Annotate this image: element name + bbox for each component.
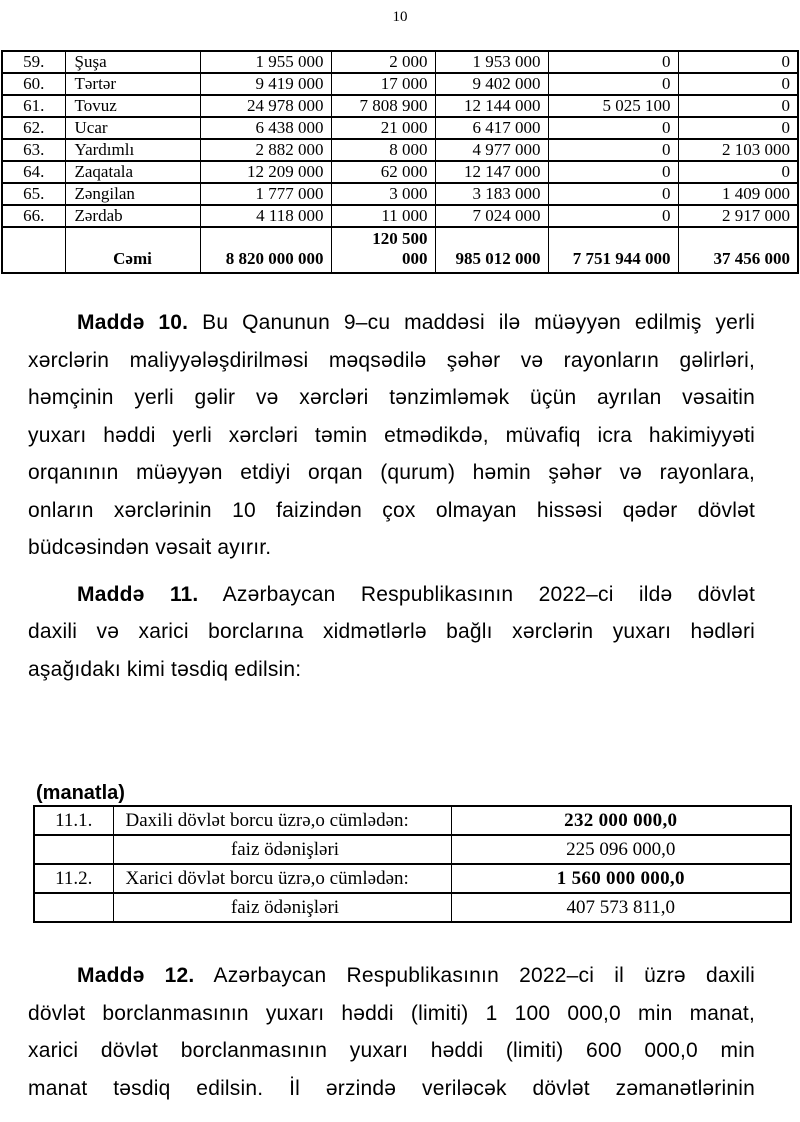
row-number-cell: 65. [2,183,65,205]
district-name-cell: Tərtər [65,73,200,95]
amount-cell: 0 [548,161,678,183]
row-number-cell: 64. [2,161,65,183]
amount-cell: 0 [548,117,678,139]
debt-table-row [34,835,791,864]
amount-cell: 12 147 000 [435,161,548,183]
amount-cell: 12 144 000 [435,95,548,117]
amount-cell: 7 024 000 [435,205,548,227]
amount-cell: 12 209 000 [200,161,331,183]
paragraph-line [28,957,755,995]
paragraph-line: aşağıdakı kimi təsdiq edilsin: [28,657,302,681]
debt-table-row [34,806,791,835]
amount-cell: 1 409 000 [678,183,798,205]
row-number-cell: 63. [2,139,65,161]
amount-cell: 2 882 000 [200,139,331,161]
debt-table-row [34,893,791,922]
district-name-cell: Ucar [65,117,200,139]
paragraph-line: dövlət borclanmasının yuxarı həddi (limiti) 1 100 000,0 min manat, [28,1001,755,1025]
table-row [2,183,798,205]
amount-cell: 5 025 100 [548,95,678,117]
district-name-cell: Zəngilan [65,183,200,205]
item-value-cell: 1 560 000 000,0 [451,864,791,893]
amount-cell: 0 [548,205,678,227]
item-number-cell [34,835,113,864]
manatla-label: (manatla) [36,782,125,804]
page-number: 10 [392,9,408,25]
item-number-cell [34,893,113,922]
paragraph-line: yuxarı həddi yerli xərcləri təmin etmədikdə, müvafiq icra hakimiyyəti [28,423,755,447]
article-10-paragraph [28,304,755,567]
article-12-label: Maddə 12. [77,964,195,987]
amount-cell: 0 [678,117,798,139]
amount-cell: 0 [548,183,678,205]
debt-table-row [34,864,791,893]
total-amount-cell [331,227,435,273]
amount-cell: 3 183 000 [435,183,548,205]
amount-cell: 4 977 000 [435,139,548,161]
row-number-cell [2,227,65,273]
article-12-paragraph [28,957,755,1107]
total-amount-line: 120 500 [372,229,428,248]
paragraph-line: həmçinin yerli gəlir və xərcləri tənzimləmək üçün ayrılan vəsaitin [28,386,755,409]
table-row [2,117,798,139]
item-number-cell: 11.2. [34,864,113,893]
amount-cell: 2 917 000 [678,205,798,227]
total-amount-cell: 985 012 000 [435,227,548,273]
row-number-cell: 60. [2,73,65,95]
paragraph-line [28,304,755,342]
amount-cell: 1 953 000 [435,51,548,73]
total-amount-cell: 8 820 000 000 [200,227,331,273]
amount-cell: 9 419 000 [200,73,331,95]
amount-cell: 1 777 000 [200,183,331,205]
amount-cell: 2 103 000 [678,139,798,161]
paragraph-line: orqanının müəyyən etdiyi orqan (qurum) həmin şəhər və rayonlara, [28,461,755,484]
table-row [2,95,798,117]
district-name-cell: Şuşa [65,51,200,73]
item-label-cell: Xarici dövlət borcu üzrə,o cümlədən: [113,864,451,893]
amount-cell: 0 [678,95,798,117]
paragraph-text: Bu Qanunun 9–cu maddəsi ilə müəyyən edilmiş yerli [202,311,755,334]
table-row [2,205,798,227]
paragraph-line: xərclərin maliyyələşdirilməsi məqsədilə şəhər və rayonların gəlirləri, [28,348,755,372]
amount-cell: 4 118 000 [200,205,331,227]
amount-cell: 0 [678,73,798,95]
debt-limits-table [33,805,792,923]
amount-cell: 6 417 000 [435,117,548,139]
row-number-cell: 66. [2,205,65,227]
article-11-paragraph [28,576,755,689]
item-number-cell: 11.1. [34,806,113,835]
amount-cell: 21 000 [331,117,435,139]
amount-cell: 2 000 [331,51,435,73]
row-number-cell: 62. [2,117,65,139]
budget-allocations-table [1,50,799,274]
district-name-cell: Yardımlı [65,139,200,161]
amount-cell: 0 [548,51,678,73]
district-name-cell: Zərdab [65,205,200,227]
amount-cell: 0 [678,51,798,73]
paragraph-line: onların xərclərinin 10 faizindən çox olmayan hissəsi qədər dövlət [28,498,755,522]
paragraph-line: xarici dövlət borclanmasının yuxarı həddi (limiti) 600 000,0 min [28,1039,755,1062]
table-row [2,139,798,161]
total-amount-line: 000 [402,249,428,268]
amount-cell: 0 [548,139,678,161]
amount-cell: 9 402 000 [435,73,548,95]
row-number-cell: 61. [2,95,65,117]
amount-cell: 24 978 000 [200,95,331,117]
amount-cell: 11 000 [331,205,435,227]
table-row [2,161,798,183]
total-amount-cell: 37 456 000 [678,227,798,273]
table-row [2,51,798,73]
amount-cell: 3 000 [331,183,435,205]
amount-cell: 6 438 000 [200,117,331,139]
paragraph-line: manat təsdiq edilsin. İl ərzində veriləcək dövlət zəmanətlərinin [28,1076,755,1100]
amount-cell: 7 808 900 [331,95,435,117]
paragraph-line: daxili və xarici borclarına xidmətlərlə bağlı xərclərin yuxarı hədləri [28,620,755,643]
article-10-label: Maddə 10. [77,311,189,334]
item-label-cell: faiz ödənişləri [113,893,451,922]
paragraph-line [28,576,755,614]
row-number-cell: 59. [2,51,65,73]
district-name-cell: Zaqatala [65,161,200,183]
paragraph-line: büdcəsindən vəsait ayırır. [28,536,272,559]
amount-cell: 17 000 [331,73,435,95]
table-row [2,73,798,95]
item-label-cell: faiz ödənişləri [113,835,451,864]
paragraph-text: Azərbaycan Respublikasının 2022–ci il üzrə daxili [213,964,755,987]
item-value-cell: 225 096 000,0 [451,835,791,864]
article-11-label: Maddə 11. [77,582,199,606]
amount-cell: 0 [678,161,798,183]
amount-cell: 1 955 000 [200,51,331,73]
district-name-cell: Tovuz [65,95,200,117]
total-label: Cəmi [65,227,200,273]
paragraph-text: Azərbaycan Respublikasının 2022–ci ildə dövlət [222,582,755,606]
total-row [2,227,798,273]
total-amount-cell: 7 751 944 000 [548,227,678,273]
item-value-cell: 232 000 000,0 [451,806,791,835]
amount-cell: 62 000 [331,161,435,183]
amount-cell: 8 000 [331,139,435,161]
amount-cell: 0 [548,73,678,95]
item-value-cell: 407 573 811,0 [451,893,791,922]
item-label-cell: Daxili dövlət borcu üzrə,o cümlədən: [113,806,451,835]
